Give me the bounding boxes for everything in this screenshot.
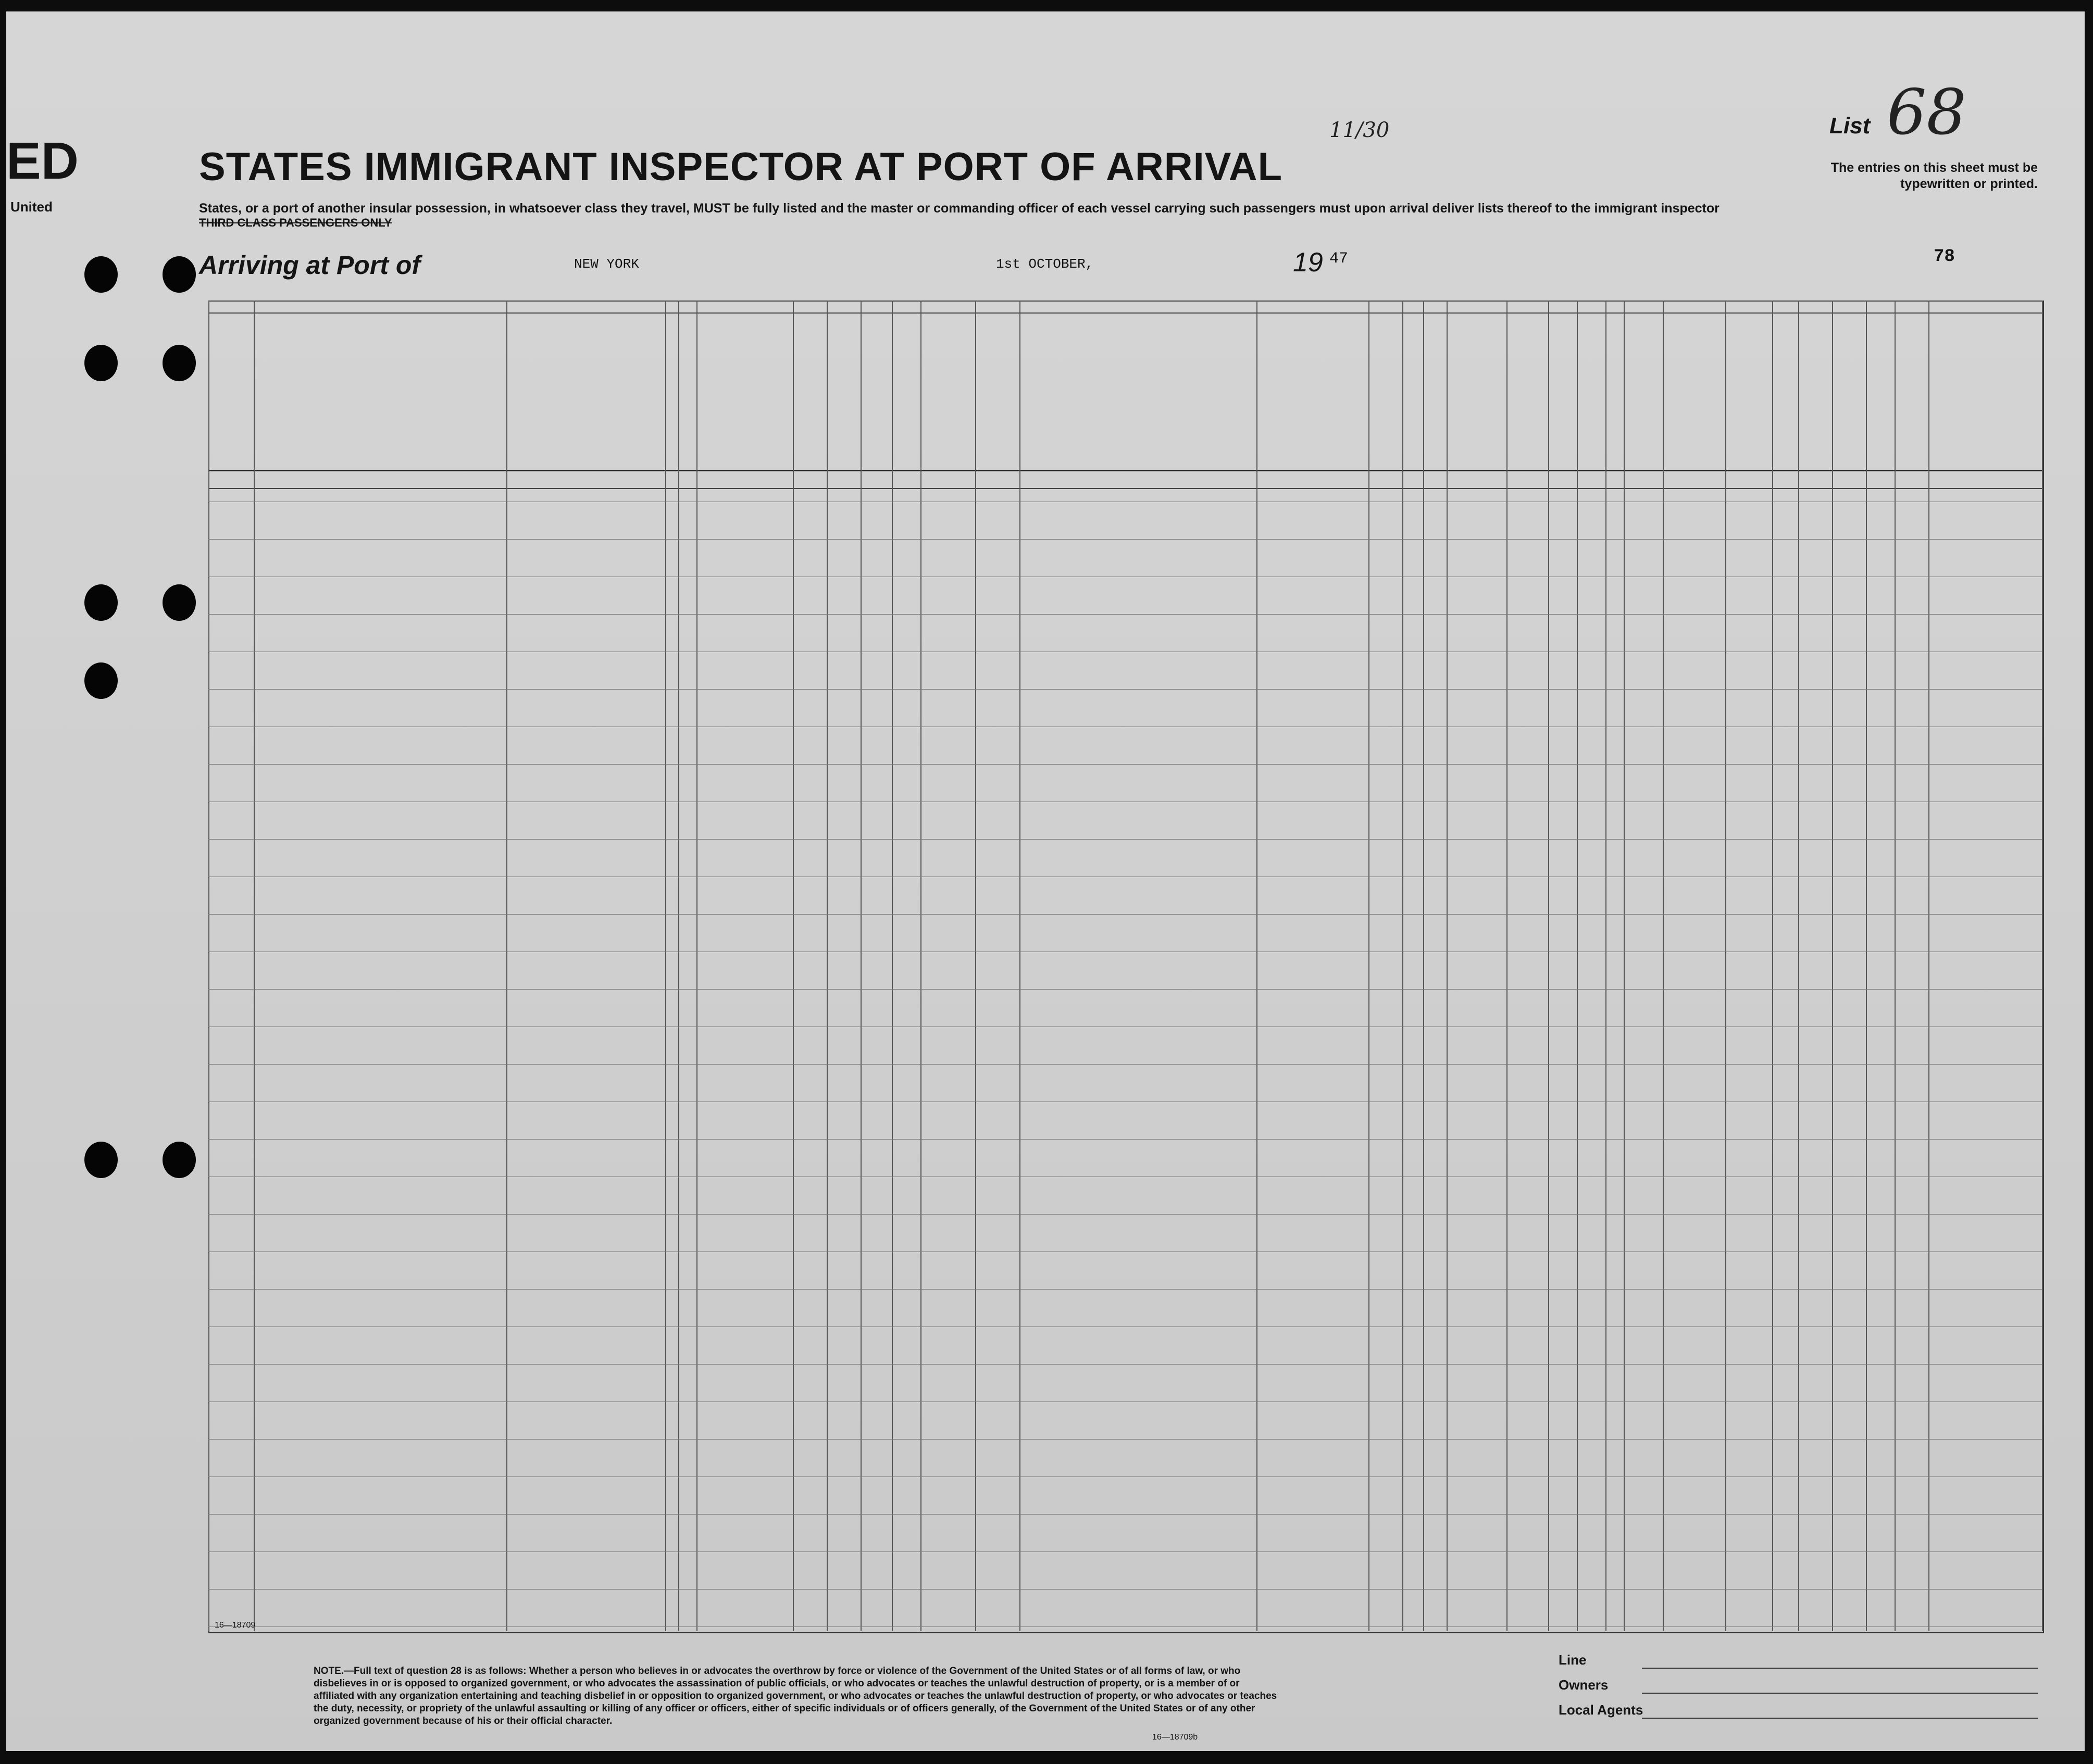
arrival-year-prefix: 19 bbox=[1293, 247, 1323, 278]
table-row bbox=[6, 1554, 2093, 1593]
instructions-text: States, or a port of another insular possession, in whatsoever class they travel, MUST be fully listed and the master or commanding officer of each vessel carrying such passengers must upon arrival deliver lists thereof to the immigrant inspector bbox=[199, 201, 1720, 216]
form-number-b: 16—18709b bbox=[1152, 1733, 1198, 1742]
table-row bbox=[6, 879, 2093, 918]
table-row bbox=[6, 1404, 2093, 1443]
table-row bbox=[6, 1141, 2093, 1180]
table-row bbox=[6, 991, 2093, 1030]
arrival-year-suffix: 47 bbox=[1329, 250, 1349, 268]
local-agents-label: Local Agents bbox=[1559, 1702, 1643, 1718]
owners-rule bbox=[1642, 1693, 2038, 1694]
table-row bbox=[6, 1179, 2093, 1218]
table-row bbox=[6, 804, 2093, 843]
punch-hole bbox=[163, 1142, 196, 1178]
table-row bbox=[6, 541, 2093, 580]
punch-hole bbox=[84, 584, 118, 621]
punch-hole bbox=[163, 584, 196, 621]
punch-hole bbox=[84, 662, 118, 699]
table-row bbox=[6, 691, 2093, 730]
punch-hole bbox=[84, 256, 118, 293]
list-number: 68 bbox=[1887, 77, 1966, 149]
table-row bbox=[6, 1104, 2093, 1143]
table-row bbox=[6, 916, 2093, 955]
header-rule bbox=[208, 488, 2042, 489]
punch-hole bbox=[163, 345, 196, 381]
table-row bbox=[6, 616, 2093, 655]
table-row bbox=[6, 1329, 2093, 1368]
arriving-label: Arriving at Port of bbox=[199, 251, 421, 280]
header-bottom-rule bbox=[208, 470, 2042, 471]
header-fragment: ED bbox=[6, 132, 79, 190]
table-row bbox=[6, 1291, 2093, 1330]
table-row bbox=[6, 841, 2093, 880]
punch-hole bbox=[84, 1142, 118, 1178]
header-fragment-sub: United bbox=[10, 199, 53, 215]
page-title: STATES IMMIGRANT INSPECTOR AT PORT OF ARRIVAL bbox=[199, 145, 1283, 189]
table-row bbox=[6, 579, 2093, 618]
table-row bbox=[6, 1479, 2093, 1518]
notice-text: The entries on this sheet must be typewritten or printed. bbox=[1830, 160, 2038, 191]
table-row bbox=[6, 1066, 2093, 1105]
table-row bbox=[6, 1029, 2093, 1068]
header-rule bbox=[208, 301, 2042, 302]
table-row bbox=[6, 1254, 2093, 1293]
table-row bbox=[6, 1591, 2093, 1630]
pencil-note: 11/30 bbox=[1329, 118, 1390, 142]
local-agents-rule bbox=[1642, 1718, 2038, 1719]
line-label: Line bbox=[1559, 1652, 1587, 1668]
form-number: 16—18709 bbox=[215, 1621, 256, 1630]
table-row bbox=[6, 654, 2093, 693]
table-row bbox=[6, 1441, 2093, 1480]
arrival-port: NEW YORK bbox=[574, 256, 639, 272]
table-row bbox=[6, 1216, 2093, 1255]
owners-label: Owners bbox=[1559, 1677, 1609, 1693]
table-row bbox=[6, 1516, 2093, 1555]
manifest-sheet bbox=[6, 11, 2085, 1751]
arrival-date: 1st OCTOBER, bbox=[996, 256, 1094, 272]
table-row bbox=[6, 1366, 2093, 1405]
struck-class-text: THIRD CLASS PASSENGERS ONLY bbox=[199, 216, 392, 229]
line-rule bbox=[1642, 1668, 2038, 1669]
footnote: NOTE.—Full text of question 28 is as follows: Whether a person who believes in or advocates the overthrow by force or violence of the Government of the United States or of all forms of law, or who disbelieves in or is opposed to organized government, or who advocates the assassination of public officials, or who advocates or teaches the unlawful destruction of property, or is a member of or affiliated with any organization entertaining and teaching disbelief in or opposition to organized government, or who advocates or teaches the unlawful destruction of property, or who advocates or teaches the duty, necessity, or propriety of the unlawful assaulting or killing of any officer or officers, either of specific individuals or of officers generally, of the Government of the United States or of any other organized government because of his or their official character. bbox=[314, 1666, 1277, 1727]
table-row bbox=[6, 729, 2093, 768]
table-row bbox=[6, 766, 2093, 805]
table-row bbox=[6, 954, 2093, 993]
punch-hole bbox=[84, 345, 118, 381]
page-reference: 78 bbox=[1934, 247, 1955, 267]
list-label: List bbox=[1829, 113, 1871, 139]
punch-hole bbox=[163, 256, 196, 293]
header-rule bbox=[208, 312, 2042, 314]
table-row bbox=[6, 504, 2093, 543]
